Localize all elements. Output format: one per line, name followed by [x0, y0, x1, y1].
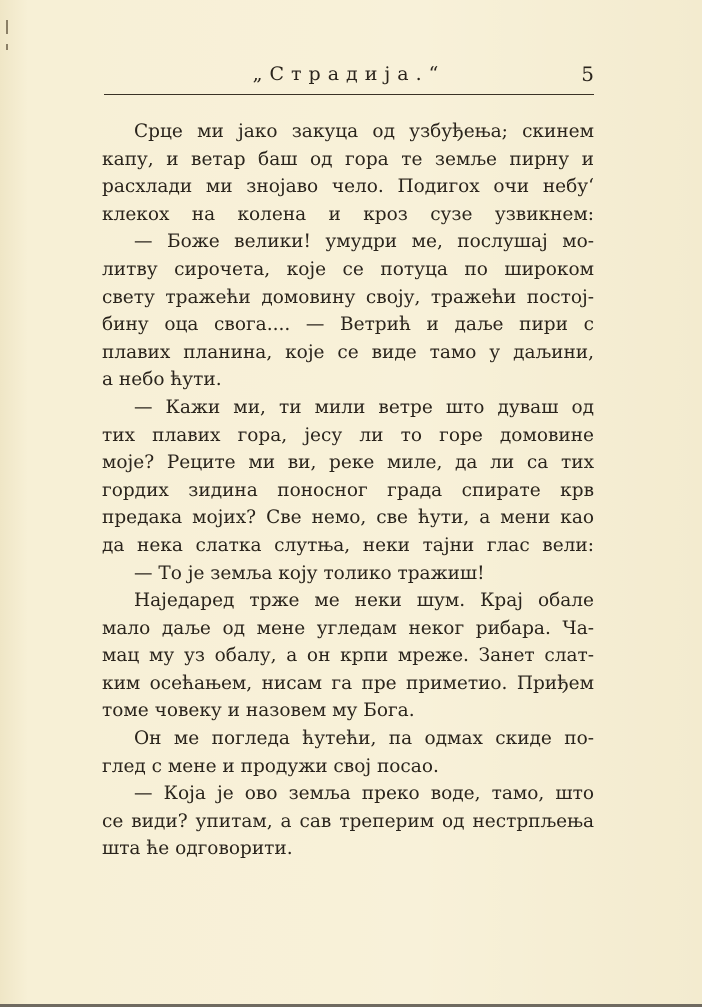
text-line: бину оца свога.... — Ветрић и даље пири с [102, 314, 594, 336]
text-line: литву сирочета, које се потуца по широком [102, 258, 594, 280]
page-edge-mark [6, 44, 8, 50]
text-line: се види? упитам, а сав треперим од нестрпљења [102, 810, 594, 832]
text-line: — Боже велики! умудри ме, послушај мо- [134, 231, 594, 253]
text-line: Наједаред трже ме неки шум. Крај обале [134, 590, 594, 612]
text-line: — Која је ово земља преко воде, тамо, што [134, 783, 594, 805]
text-line: Срце ми јако закуца од узбуђења; скинем [134, 121, 594, 142]
text-line: клекох на колена и кроз сузе узвикнем: [102, 203, 594, 225]
text-line: да нека слатка слутња, неки тајни глас вели: [102, 534, 594, 556]
text-line: мало даље од мене угледам неког рибара. Ча- [102, 617, 594, 639]
running-title: „Страдија.“ [252, 63, 446, 85]
text-line: — Кажи ми, ти мили ветре што дуваш од [134, 396, 594, 418]
text-line: расхлади ми знојаво чело. Подигох очи небу‘ [102, 176, 594, 198]
text-line: капу, и ветар баш од гора те земље пирну и [102, 148, 594, 170]
text-line: Он ме погледа ћутећи, па одмах скиде по- [134, 728, 594, 750]
body-text [102, 118, 594, 863]
page-number: 5 [581, 62, 594, 86]
text-line: ким осећањем, нисам га пре приметио. Приђем [102, 672, 594, 694]
text-line: гордих зидина поносног града спирате крв [102, 479, 594, 501]
text-line: мац му уз обалу, а он крпи мреже. Занет слат- [102, 645, 594, 667]
page-edge-mark [6, 20, 8, 34]
text-line: а небо ћути. [102, 369, 222, 391]
text-line: шта ће одговорити. [102, 838, 293, 860]
text-line: — То је земља коју толико тражиш! [134, 562, 485, 584]
text-line: томе човеку и назовем му Бога. [102, 700, 415, 722]
text-line: глед с мене и продужи свој посао. [102, 755, 439, 777]
page-header [104, 60, 594, 95]
text-line: плавих планина, које се виде тамо у даљини, [102, 341, 594, 363]
text-line: моје? Реците ми ви, реке миле, да ли са тих [102, 452, 594, 474]
text-line: тих плавих гора, јесу ли то горе домовине [102, 424, 594, 446]
text-line: предака мојих? Све немо, све ћути, а мени као [102, 507, 594, 529]
text-line: свету тражећи домовину своју, тражећи постој- [102, 286, 594, 308]
